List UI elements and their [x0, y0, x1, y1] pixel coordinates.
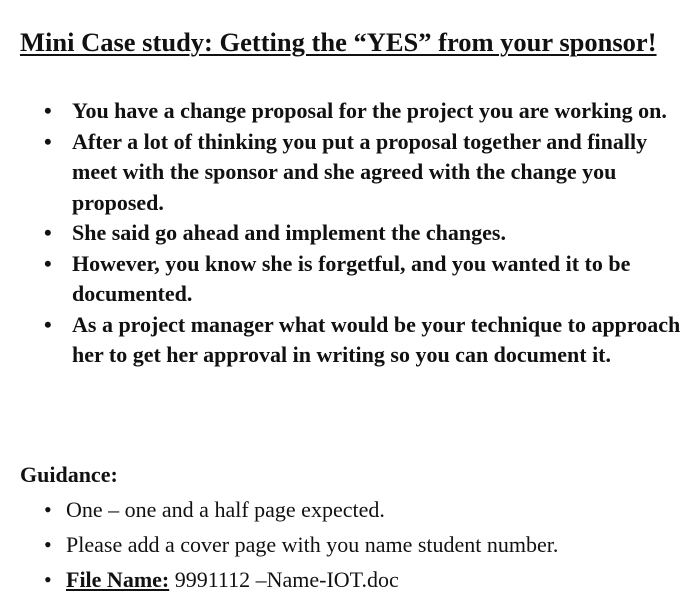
bullet-icon: • [44, 567, 52, 592]
bullet-icon: • [44, 311, 52, 337]
case-point-text: She said go ahead and implement the changes. [72, 220, 506, 245]
guidance-item [44, 527, 694, 562]
bullet-icon: • [44, 98, 52, 123]
case-point-text: As a project manager what would be your technique to approach her to get her approval in writing so you can document it. [72, 311, 681, 367]
bullet-icon: • [44, 497, 52, 522]
case-point [44, 127, 696, 219]
case-point [44, 249, 696, 310]
guidance-item-text: Please add a cover page with you name student number. [66, 532, 559, 557]
guidance-item-text: One – one and a half page expected. [66, 497, 385, 522]
case-study-title: Mini Case study: Getting the “YES” from your sponsor! [20, 27, 657, 57]
case-point-text: However, you know she is forgetful, and you wanted it to be documented. [72, 250, 631, 306]
case-study-points [44, 96, 696, 371]
case-point-text: You have a change proposal for the project you are working on. [72, 98, 667, 123]
case-point-text: After a lot of thinking you put a proposal together and finally meet with the sponsor and she agreed with the change you proposed. [72, 128, 648, 215]
guidance-heading: Guidance: [20, 462, 118, 487]
guidance-item-file-name [44, 562, 694, 597]
bullet-icon: • [44, 128, 52, 154]
file-name-label: File Name: [66, 567, 170, 592]
bullet-icon: • [44, 220, 52, 245]
case-point [44, 96, 696, 127]
bullet-icon: • [44, 532, 52, 557]
case-point [44, 310, 696, 371]
guidance-item [44, 492, 694, 527]
file-name-value: 9991112 –Name-IOT.doc [169, 567, 399, 592]
case-point [44, 218, 696, 249]
guidance-list [44, 492, 694, 597]
bullet-icon: • [44, 250, 52, 276]
